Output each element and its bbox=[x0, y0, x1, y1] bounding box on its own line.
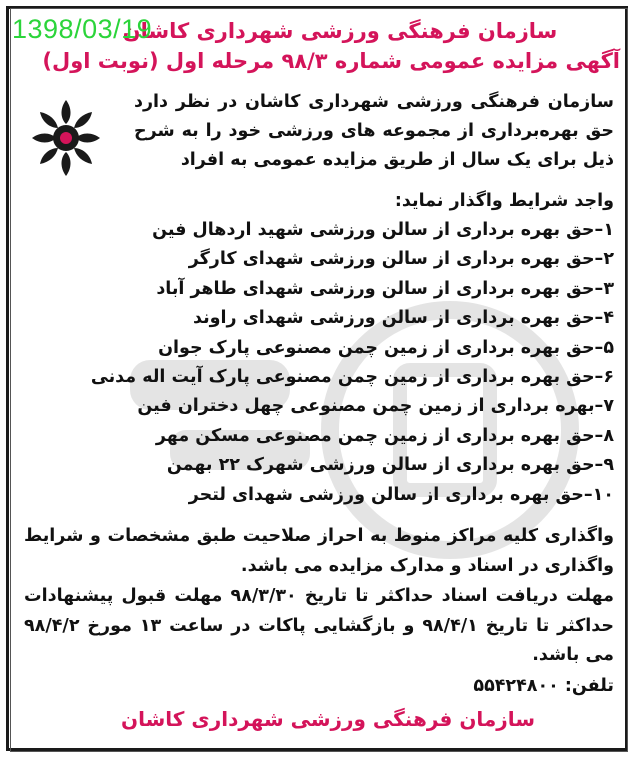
list-item: ۴–حق بهره برداری از سالن ورزشی شهدای راوند bbox=[192, 308, 614, 329]
organization-logo-icon bbox=[26, 92, 106, 184]
facility-list bbox=[24, 216, 614, 510]
list-item: ۳–حق بهره برداری از سالن ورزشی شهدای طاهر آباد bbox=[156, 278, 614, 299]
date-stamp: 1398/03/19 bbox=[12, 14, 153, 44]
list-item: ۱۰–حق بهره برداری از سالن ورزشی شهدای لتحر bbox=[188, 484, 614, 505]
deadline-paragraph: مهلت دریافت اسناد حداکثر تا تاریخ ۹۸/۳/۳۰ مهلت قبول پیشنهادات حداکثر تا تاریخ ۹۸/۴/۱ و بازگشایی پاکات در ساعت ۱۳ مورخ ۹۸/۴/۲ می باشد. bbox=[24, 586, 614, 665]
auction-title: آگهی مزایده عمومی شماره ۹۸/۳ مرحله اول (نوبت اول) bbox=[42, 49, 620, 73]
phone-number: تلفن: ۵۵۴۲۴۸۰۰ bbox=[473, 676, 614, 696]
footer-signature: سازمان فرهنگی ورزشی شهرداری کاشان bbox=[121, 707, 535, 731]
list-item: ۹–حق بهره برداری از سالن ورزشی شهرک ۲۲ بهمن bbox=[166, 455, 614, 476]
list-item: ۶–حق بهره برداری از زمین چمن مصنوعی پارک آیت اله مدنی bbox=[90, 367, 614, 388]
list-item: ۷–بهره برداری از زمین چمن مصنوعی چهل دختران فین bbox=[137, 396, 614, 417]
list-item: ۲–حق بهره برداری از سالن ورزشی شهدای کارگر bbox=[188, 249, 614, 270]
list-item: ۸–حق بهره برداری از زمین چمن مصنوعی مسکن مهر bbox=[155, 425, 614, 446]
conditions-paragraph: واگذاری کلیه مراکز منوط به احراز صلاحیت طبق مشخصات و شرایط واگذاری در اسناد و مدارک مزایده می باشد. bbox=[24, 526, 614, 576]
list-item: ۵–حق بهره برداری از زمین چمن مصنوعی پارک جوان bbox=[158, 337, 614, 358]
list-item: ۱–حق بهره برداری از سالن ورزشی شهید اردهال فین bbox=[152, 220, 614, 240]
intro-tail: واجد شرایط واگذار نماید: bbox=[394, 191, 614, 211]
intro-paragraph: سازمان فرهنگی ورزشی شهرداری کاشان در نظر دارد حق بهره‌برداری از مجموعه های ورزشی خود را به شرح ذیل برای یک سال از طریق مزایده عمومی به افراد bbox=[134, 92, 614, 170]
organization-title: سازمان فرهنگی ورزشی شهرداری کاشان bbox=[122, 19, 558, 43]
